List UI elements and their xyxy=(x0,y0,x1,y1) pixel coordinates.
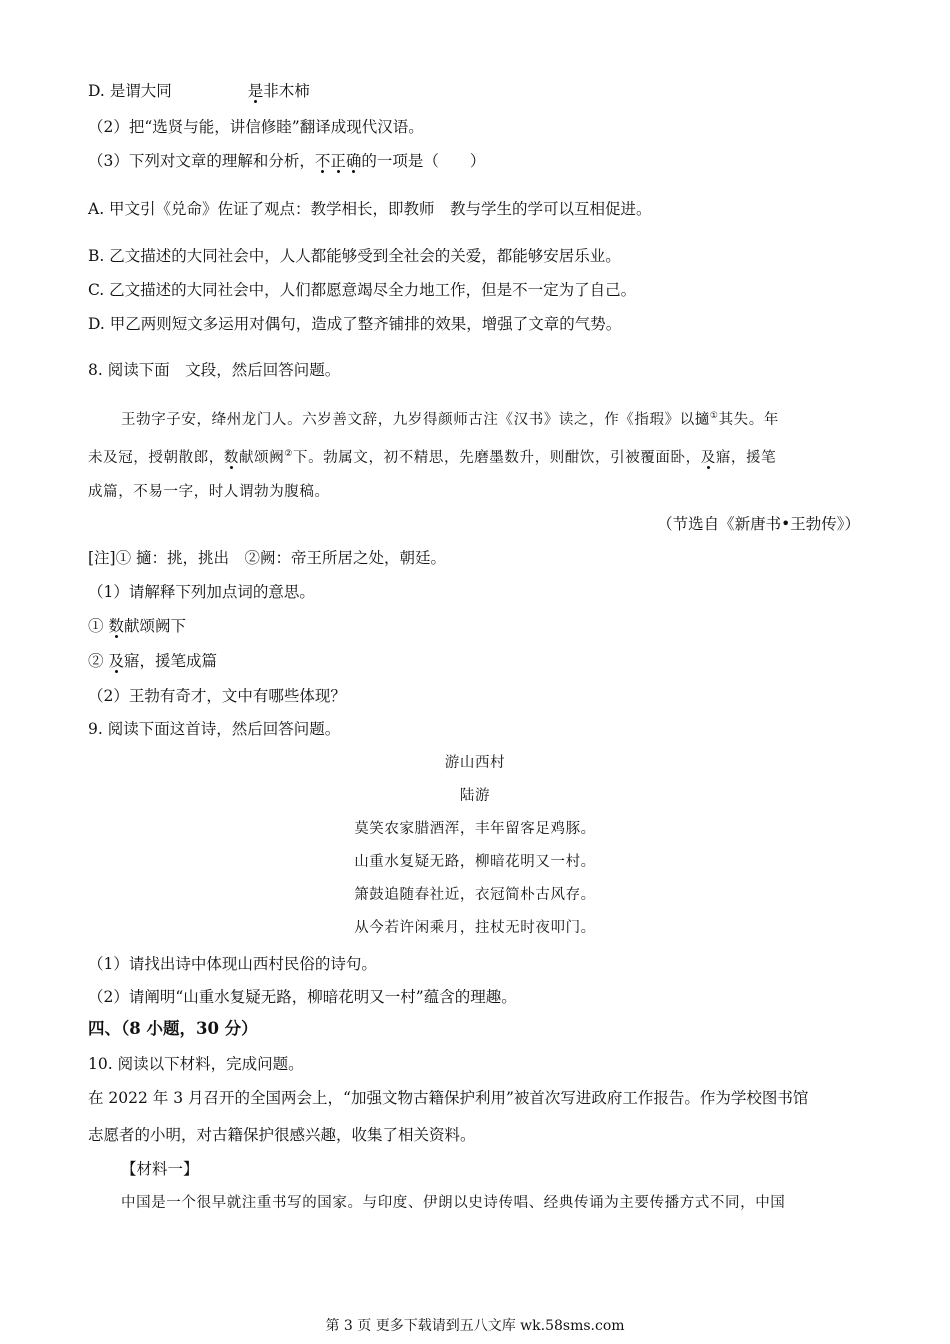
q8-stem: 8. 阅读下面 文段，然后回答问题。 xyxy=(88,361,341,379)
material-label: 【材料一】 xyxy=(121,1160,199,1178)
q8-passage-text: 未及冠，授朝散郎， xyxy=(88,450,224,466)
q8-passage-text: 下。勃属文，初不精思，先磨墨数升，则酣饮，引被覆面卧， xyxy=(293,450,701,466)
page-footer: 第 3 页 更多下载请到五八文库 wk.58sms.com xyxy=(325,1318,625,1334)
q7-option-d2: D. 甲乙两则短文多运用对偶句，造成了整齐铺排的效果，增强了文章的气势。 xyxy=(88,315,622,333)
dotted-char: 是 xyxy=(247,82,264,100)
q9-sub2: （2）请阐明“山重水复疑无路，柳暗花明又一村”蕴含的理趣。 xyxy=(88,988,517,1006)
q7-option-d-part2: 非木柿 xyxy=(263,82,310,100)
item-text: 寤，援笔成篇 xyxy=(123,652,217,670)
q8-sub1: （1）请解释下列加点词的意思。 xyxy=(88,583,315,601)
footnote-marker: ② xyxy=(284,449,293,459)
q7-option-a: A. 甲文引《兑命》佐证了观点：教学相长，即教师 教与学生的学可以互相促进。 xyxy=(88,200,652,218)
q8-item2 xyxy=(88,650,217,672)
q7-option-c: C. 乙文描述的大同社会中，人们都愿意竭尽全力地工作，但是不一定为了自己。 xyxy=(88,281,637,299)
q8-sub2: （2）王勃有奇才，文中有哪些体现？ xyxy=(88,687,346,705)
q7-sub2: （2）把“选贤与能，讲信修睦”翻译成现代汉语。 xyxy=(88,118,424,136)
q8-passage-text: 献颂阙 xyxy=(239,450,285,466)
footnote-marker: ① xyxy=(709,411,719,421)
q8-source: （节选自《新唐书•王勃传》） xyxy=(657,515,860,533)
section-heading: 四、（8 小题，30 分） xyxy=(88,1019,258,1038)
q9-stem: 9. 阅读下面这首诗，然后回答问题。 xyxy=(88,720,341,738)
q8-passage-text: 王勃字子安，绛州龙门人。六岁善文辞，九岁得颜师古注《汉书》读之，作《指瑕》以擿 xyxy=(121,412,710,428)
poem-line: 从今若许闲乘月，拄杖无时夜叩门。 xyxy=(354,920,596,936)
dotted-char: 及 xyxy=(108,652,124,670)
poem-line: 山重水复疑无路，柳暗花明又一村。 xyxy=(354,854,596,870)
q7-option-d xyxy=(88,80,310,102)
q7-option-d-part1: D. 是谓大同 xyxy=(88,82,172,100)
item-number: ① xyxy=(88,617,109,635)
q8-passage-line1 xyxy=(121,405,779,431)
q8-item1 xyxy=(88,615,186,637)
q10-intro-line2: 志愿者的小明，对古籍保护很感兴趣，收集了相关资料。 xyxy=(88,1126,476,1144)
q7-option-b: B. 乙文描述的大同社会中，人人都能够受到全社会的关爱，都能够安居乐业。 xyxy=(88,247,621,265)
dotted-char: 正 xyxy=(330,152,346,170)
q10-intro-line1: 在 2022 年 3 月召开的全国两会上，“加强文物古籍保护利用”被首次写进政府工作报告。作为学校图书馆 xyxy=(88,1089,809,1107)
dotted-char: 确 xyxy=(345,152,362,170)
dotted-char: 数 xyxy=(108,617,124,635)
q10-stem: 10. 阅读以下材料，完成问题。 xyxy=(88,1055,304,1073)
q9-sub1: （1）请找出诗中体现山西村民俗的诗句。 xyxy=(88,955,377,973)
q8-passage-text: 寤，援笔 xyxy=(715,450,777,466)
q7-sub3 xyxy=(88,150,485,172)
poem-author: 陆游 xyxy=(459,788,491,804)
q7-sub3-prefix: （3）下列对文章的理解和分析， xyxy=(88,152,315,170)
poem-title: 游山西村 xyxy=(444,755,506,771)
q8-passage-line3: 成篇，不易一字，时人谓勃为腹稿。 xyxy=(88,484,330,500)
q8-passage-text: 其失。年 xyxy=(718,412,779,428)
dotted-char: 及 xyxy=(700,450,716,466)
q8-note: [注]① 擿：挑，挑出 ②阙：帝王所居之处，朝廷。 xyxy=(88,549,447,567)
q8-passage-line2 xyxy=(88,443,776,469)
item-text: 献颂阙下 xyxy=(123,617,186,635)
q7-sub3-suffix: 的一项是（ ） xyxy=(361,152,486,170)
poem-line: 莫笑农家腊酒浑，丰年留客足鸡豚。 xyxy=(354,821,596,837)
dotted-char: 不 xyxy=(314,152,331,170)
dotted-char: 数 xyxy=(223,450,240,466)
material-text: 中国是一个很早就注重书写的国家。与印度、伊朗以史诗传唱、经典传诵为主要传播方式不同，中国 xyxy=(121,1195,786,1211)
item-number: ② xyxy=(88,652,109,670)
poem-line: 箫鼓追随春社近，衣冠简朴古风存。 xyxy=(354,887,596,903)
